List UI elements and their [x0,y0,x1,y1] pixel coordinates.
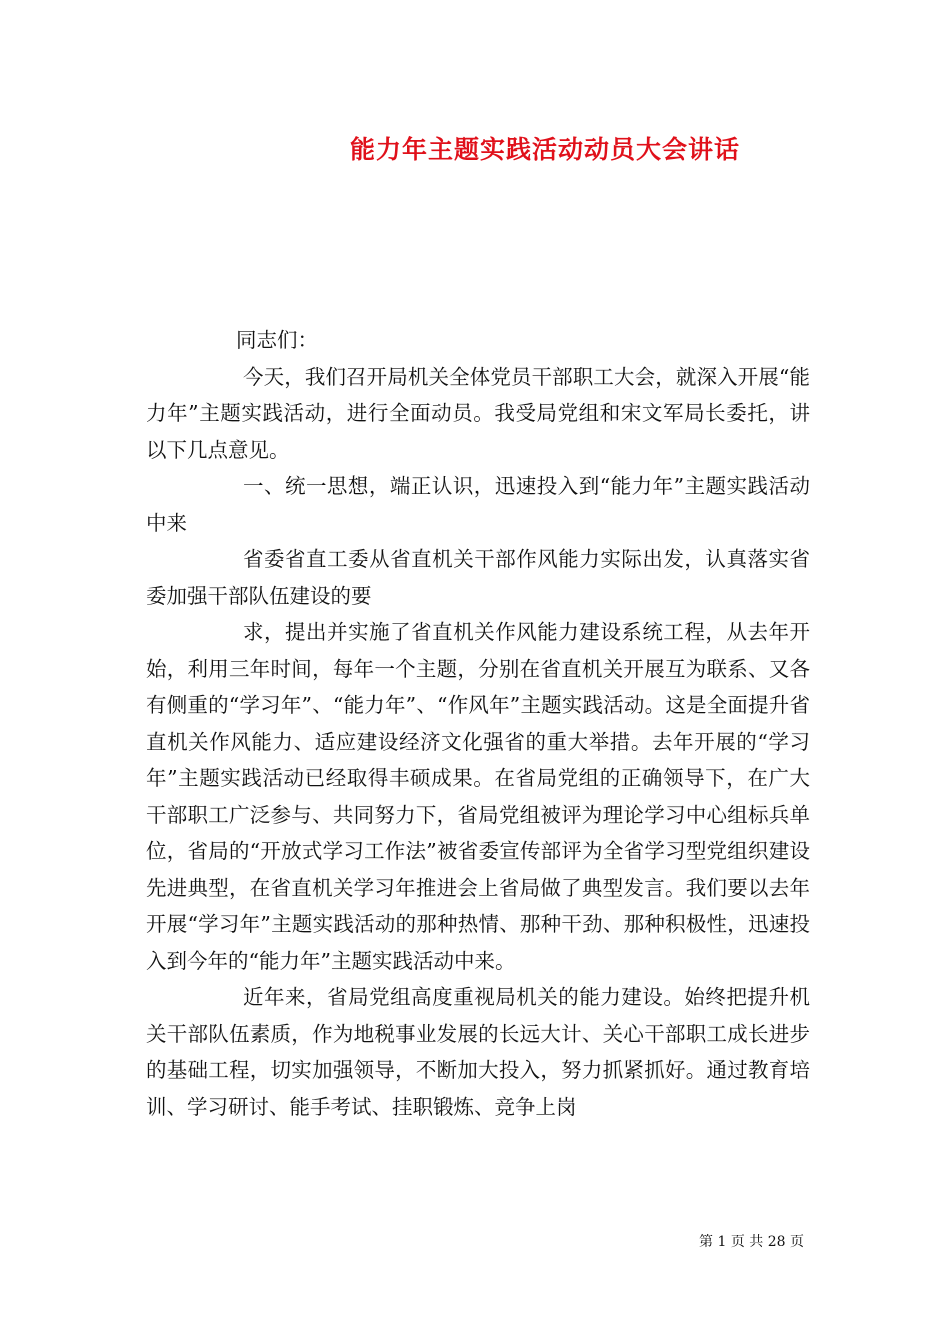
paragraph: 求，提出并实施了省直机关作风能力建设系统工程，从去年开始，利用三年时间，每年一个主题，分别在省直机关开展互为联系、又各有侧重的“学习年”、“能力年”、“作风年”主题实践活动。这是全面提升省直机关作风能力、适应建设经济文化强省的重大举措。去年开展的“学习年”主题实践活动已经取得丰硕成果。在省局党组的正确领导下，在广大干部职工广泛参与、共同努力下，省局党组被评为理论学习中心组标兵单位，省局的“开放式学习工作法”被省委宣传部评为全省学习型党组织建设先进典型，在省直机关学习年推进会上省局做了典型发言。我们要以去年开展“学习年”主题实践活动的那种热情、那种干劲、那种积极性，迅速投入到今年的“能力年”主题实践活动中来。 [146,620,810,973]
document-title: 能力年主题实践活动动员大会讲话 [349,135,740,164]
paragraph: 近年来，省局党组高度重视局机关的能力建设。始终把提升机关干部队伍素质，作为地税事业发展的长远大计、关心干部职工成长进步的基础工程，切实加强领导，不断加大投入，努力抓紧抓好。通过教育培训、学习研讨、能手考试、挂职锻炼、竞争上岗 [146,985,810,1119]
section-heading: 一、统一思想，端正认识，迅速投入到“能力年”主题实践活动中来 [146,474,810,535]
document-body [146,322,810,1125]
paragraph: 省委省直工委从省直机关干部作风能力实际出发，认真落实省委加强干部队伍建设的要 [146,547,810,608]
paragraph: 今天，我们召开局机关全体党员干部职工大会，就深入开展“能力年”主题实践活动，进行全面动员。我受局党组和宋文军局长委托，讲以下几点意见。 [146,364,810,462]
salutation: 同志们： [236,328,318,352]
page-number: 第 1 页 共 28 页 [699,1234,804,1250]
